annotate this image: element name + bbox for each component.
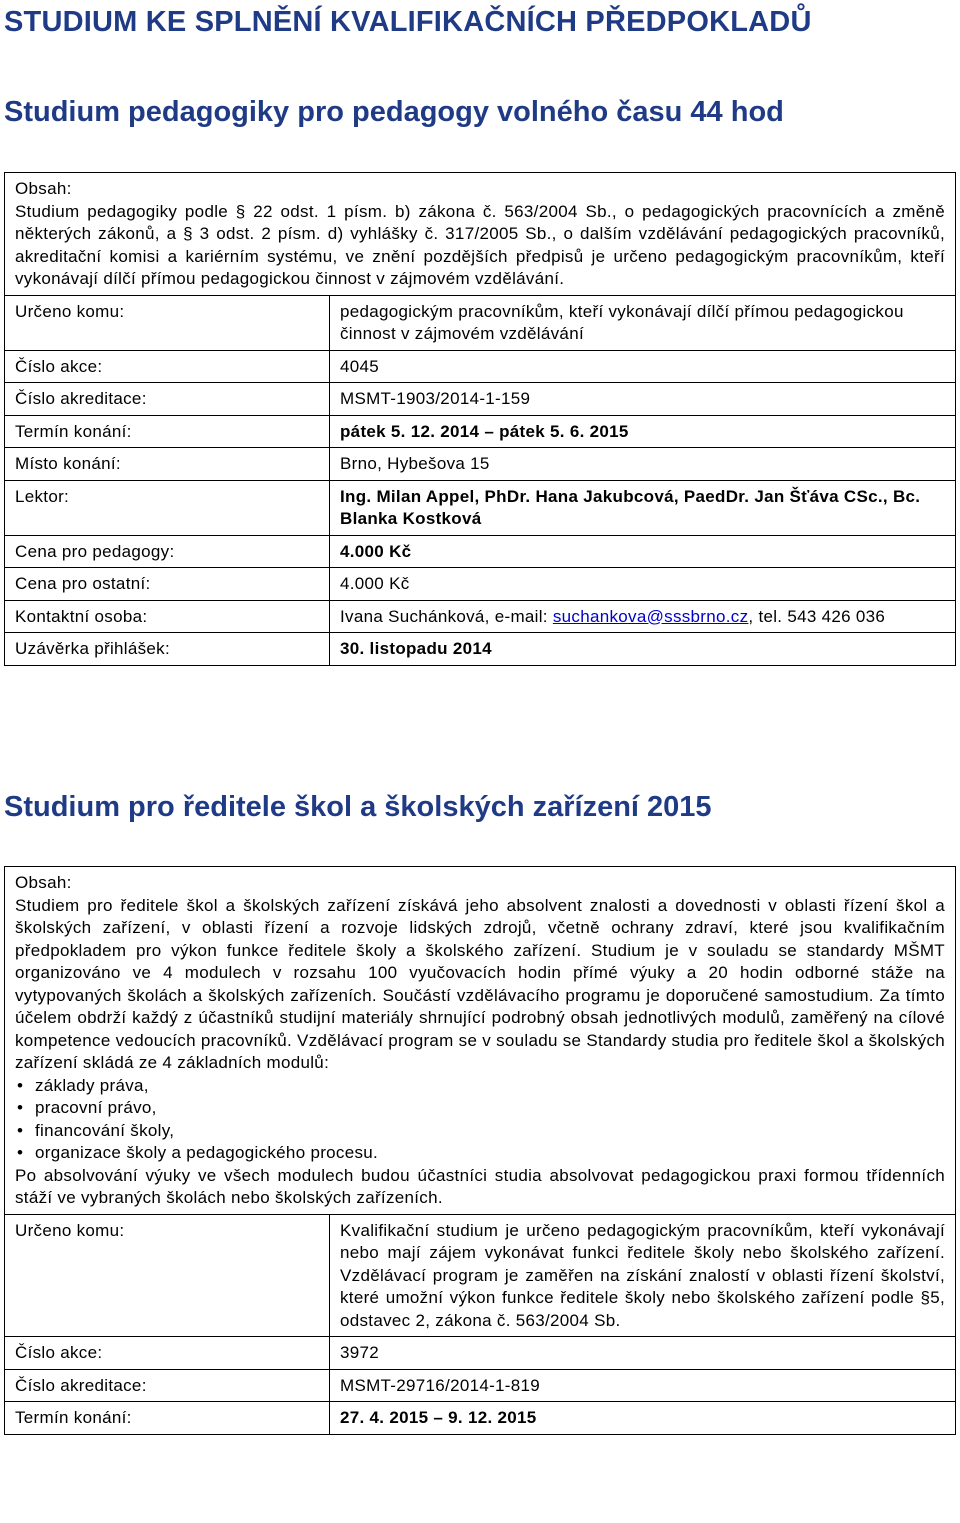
course1-content-label: Obsah: <box>15 179 72 198</box>
course1-price-other-value: 4.000 Kč <box>330 568 956 601</box>
course1-target-label: Určeno komu: <box>5 295 330 350</box>
course1-action-label: Číslo akce: <box>5 350 330 383</box>
course1-contact-value <box>330 600 956 633</box>
course1-deadline-value: 30. listopadu 2014 <box>330 633 956 665</box>
course1-term-label: Termín konání: <box>5 415 330 448</box>
course1-deadline-label: Uzávěrka přihlášek: <box>5 633 330 665</box>
course2-title: Studium pro ředitele škol a školských zařízení 2015 <box>4 791 712 823</box>
course2-accr-value: MSMT-29716/2014-1-819 <box>330 1369 956 1402</box>
course2-content-cell <box>5 867 955 1214</box>
contact-email-link[interactable]: suchankova@sssbrno.cz <box>552 606 749 626</box>
course1-lector-value: Ing. Milan Appel, PhDr. Hana Jakubcová, PaedDr. Jan Šťáva CSc., Bc. Blanka Kostková <box>330 480 956 535</box>
course2-target-value: Kvalifikační studium je určeno pedagogickým pracovníkům, kteří vykonávají nebo mají zájem vykonávat funkci ředitele školy nebo školského zařízení. Vzdělávací program je zaměřen na získání znalostí v oblasti řízení školství, které umožní výkon funkce ředitele školy nebo školského zařízení podle §5, odstavec 2, zákona č. 563/2004 Sb. <box>330 1214 956 1337</box>
list-item: • financování školy, <box>35 1120 945 1143</box>
course1-content-cell <box>5 173 955 295</box>
course1-target-value: pedagogickým pracovníkům, kteří vykonávají dílčí přímou pedagogickou činnost v zájmovém vzdělávání <box>330 295 956 350</box>
course1-content-text: Studium pedagogiky podle § 22 odst. 1 písm. b) zákona č. 563/2004 Sb., o pedagogických pracovnících a změně některých zákonů, a § 3 odst. 2 písm. d) vyhlášky č. 317/2005 Sb., o dalším vzdělávání pedagogických pracovníků, akreditační komisi a kariérním systému, ve znění pozdějších předpisů je určeno pedagogickým pracovníkům, kteří vykonávají dílčí přímou pedagogickou činnost v zájmovém vzdělávání. <box>15 201 945 288</box>
course1-price-ped-label: Cena pro pedagogy: <box>5 535 330 568</box>
course1-action-value: 4045 <box>330 350 956 383</box>
contact-name: Ivana Suchánková, e-mail: <box>340 606 553 626</box>
course1-term-value: pátek 5. 12. 2014 – pátek 5. 6. 2015 <box>330 415 956 448</box>
course1-contact-label: Kontaktní osoba: <box>5 600 330 633</box>
course1-lector-label: Lektor: <box>5 480 330 535</box>
list-item: • základy práva, <box>35 1075 945 1098</box>
course2-term-label: Termín konání: <box>5 1402 330 1434</box>
course2-content-text: Studiem pro ředitele škol a školských zařízení získává jeho absolvent znalosti a dovednosti v oblasti řízení škol a školských zařízení, v oblasti řízení a rozvoje lidských zdrojů, včetně ochrany zdraví, které jsou kvalifikačním předpokladem pro výkon funkce ředitele školy a školského zařízení. Studium je v souladu se standardy MŠMT organizováno ve 4 modulech v rozsahu 100 vyučovacích hodin přímé výuky a 20 hodin odborné stáže na vytypovaných školách a školských zařízeních. Součástí vzdělávacího programu je doporučené samostudium. Za tímto účelem obdrží každý z účastníků studijní materiály shrnující podrobný obsah jednotlivých modulů, zaměřený na cílové kompetence vedoucích pracovníků. Vzdělávací program se v souladu se Standardy studia pro ředitele škol a školských zařízení skládá ze 4 základních modulů: <box>15 895 946 1072</box>
page-title: STUDIUM KE SPLNĚNÍ KVALIFIKAČNÍCH PŘEDPOKLADŮ <box>4 6 812 38</box>
list-item: • organizace školy a pedagogického procesu. <box>35 1142 945 1165</box>
course2-action-label: Číslo akce: <box>5 1337 330 1370</box>
contact-tel: , tel. 543 426 036 <box>748 606 886 626</box>
course1-price-ped-value: 4.000 Kč <box>330 535 956 568</box>
course2-content-label: Obsah: <box>15 873 72 892</box>
course2-table <box>4 866 956 1435</box>
course1-accr-label: Číslo akreditace: <box>5 383 330 416</box>
course2-module-list <box>15 1075 945 1165</box>
course1-place-label: Místo konání: <box>5 448 330 481</box>
course1-price-other-label: Cena pro ostatní: <box>5 568 330 601</box>
course2-term-value: 27. 4. 2015 – 9. 12. 2015 <box>330 1402 956 1434</box>
list-item: • pracovní právo, <box>35 1097 945 1120</box>
course1-accr-value: MSMT-1903/2014-1-159 <box>330 383 956 416</box>
course2-action-value: 3972 <box>330 1337 956 1370</box>
course1-table <box>4 172 956 666</box>
course2-accr-label: Číslo akreditace: <box>5 1369 330 1402</box>
course2-target-label: Určeno komu: <box>5 1214 330 1337</box>
course2-content-after: Po absolvování výuky ve všech modulech budou účastníci studia absolvovat pedagogickou praxi formou třídenních stáží ve vybraných školách nebo školských zařízeních. <box>15 1165 945 1207</box>
course1-place-value: Brno, Hybešova 15 <box>330 448 956 481</box>
course1-title: Studium pedagogiky pro pedagogy volného času 44 hod <box>4 96 784 128</box>
